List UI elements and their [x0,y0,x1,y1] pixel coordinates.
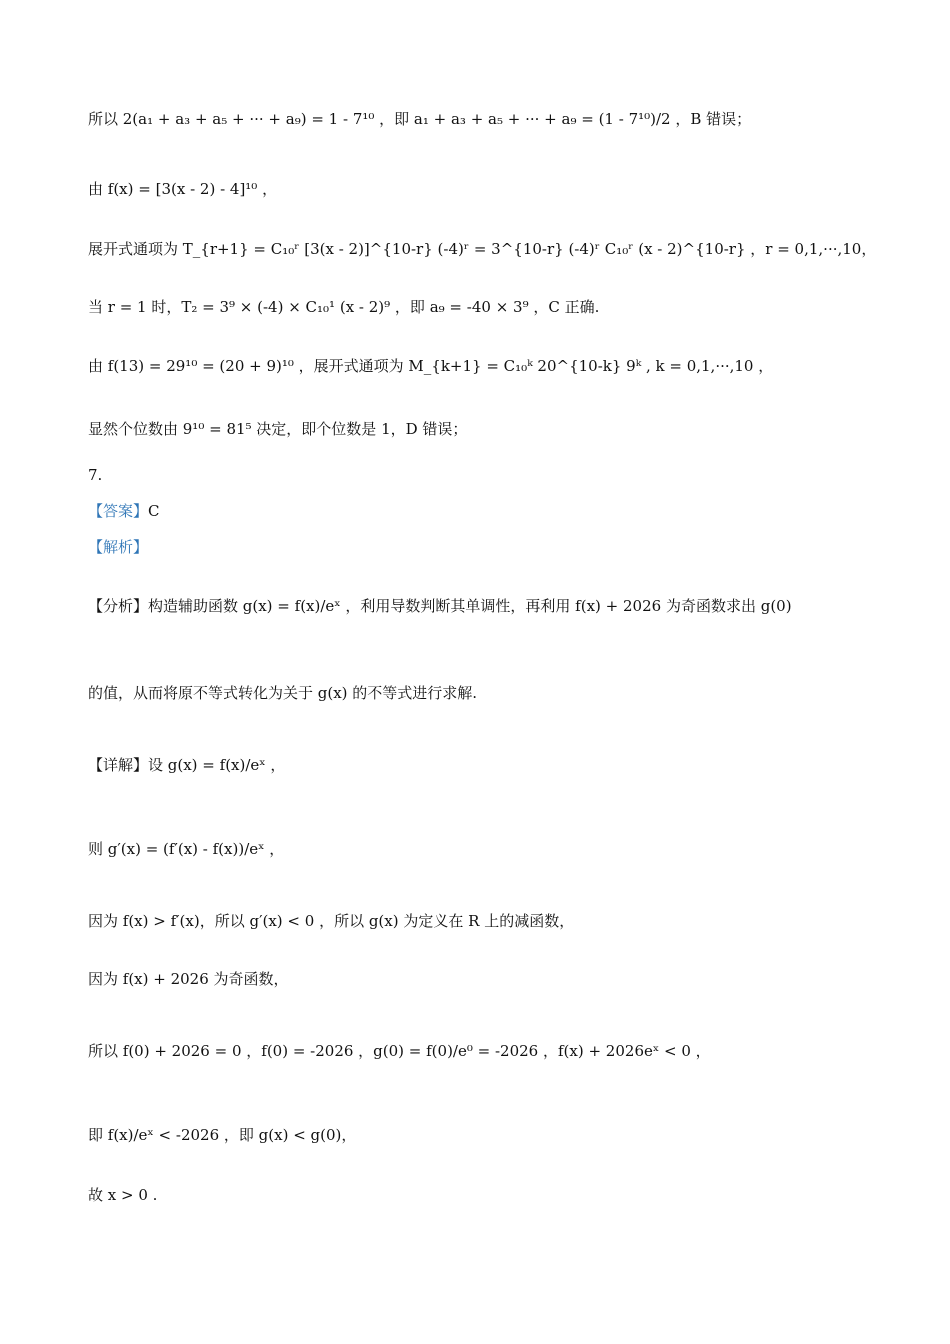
text-line-analysis-2: 的值，从而将原不等式转化为关于 g(x) 的不等式进行求解. [88,684,478,702]
text-line-conclusion: 故 x > 0 . [88,1186,158,1204]
question-number: 7. [88,466,103,484]
text-line-detail-4: 因为 f(x) + 2026 为奇函数， [88,970,289,988]
text-line-detail-2: 则 g′(x) = (f′(x) - f(x))/eˣ ， [88,840,285,858]
text-line-2: 由 f(x) = [3(x - 2) - 4]¹⁰ ， [88,180,278,198]
answer-label: 【答案】 [88,502,149,520]
text-line-detail-6: 即 f(x)/eˣ < -2026 ，即 g(x) < g(0)， [88,1126,357,1144]
text-line-detail-3: 因为 f(x) > f′(x)，所以 g′(x) < 0 ，所以 g(x) 为定义在 R 上的减函数， [88,912,575,930]
analysis-label: 【解析】 [88,538,149,556]
text-line-1: 所以 2(a₁ + a₃ + a₅ + ··· + a₉) = 1 - 7¹⁰ ，即 a₁ + a₃ + a₅ + ··· + a₉ = (1 - 7¹⁰)/2 ，B 错误； [88,110,752,128]
text-line-detail-1: 【详解】设 g(x) = f(x)/eˣ ， [88,756,286,774]
answer-row [88,500,160,521]
text-line-4: 当 r = 1 时，T₂ = 3⁹ × (-4) × C₁₀¹ (x - 2)⁹ ，即 a₉ = -40 × 3⁹ ，C 正确. [88,298,600,316]
text-line-analysis: 【分析】构造辅助函数 g(x) = f(x)/eˣ ，利用导数判断其单调性，再利用 f(x) + 2026 为奇函数求出 g(0) [88,597,792,615]
answer-value: C [148,502,160,520]
text-line-detail-5: 所以 f(0) + 2026 = 0 ，f(0) = -2026 ，g(0) = f(0)/e⁰ = -2026 ，f(x) + 2026eˣ < 0 ， [88,1042,711,1060]
text-line-3: 展开式通项为 T_{r+1} = C₁₀ʳ [3(x - 2)]^{10-r} (-4)ʳ = 3^{10-r} (-4)ʳ C₁₀ʳ (x - 2)^{10-r} ，r = 0,1,···,10， [88,240,877,258]
text-line-5: 由 f(13) = 29¹⁰ = (20 + 9)¹⁰ ，展开式通项为 M_{k+1} = C₁₀ᵏ 20^{10-k} 9ᵏ , k = 0,1,···,10 ， [88,357,774,375]
text-line-6: 显然个位数由 9¹⁰ = 81⁵ 决定，即个位数是 1，D 错误； [88,420,468,438]
